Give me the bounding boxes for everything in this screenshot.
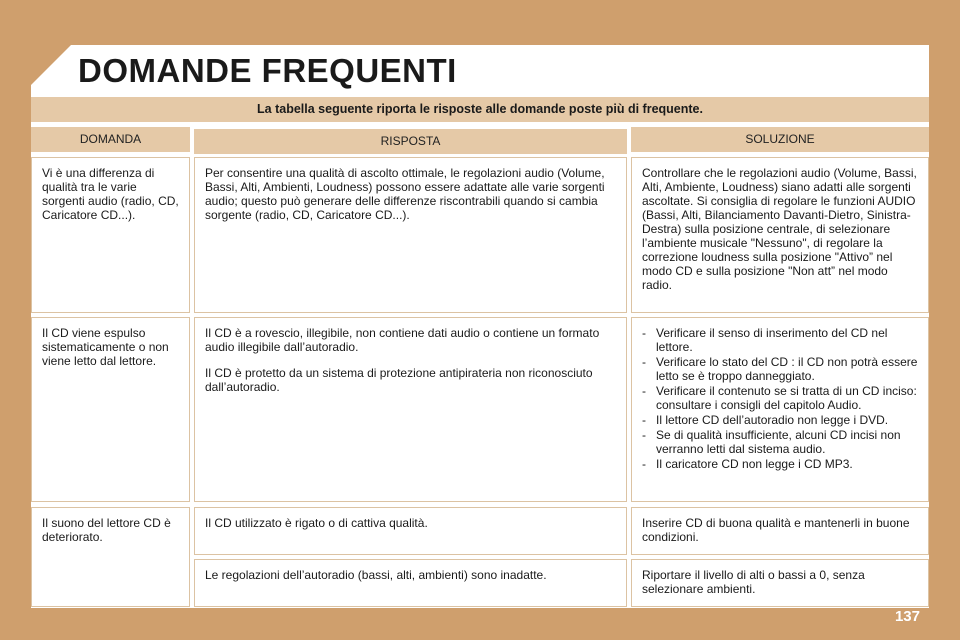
row-1-soluzione [631,157,929,313]
row-3-risposta-text: Il CD utilizzato è rigato o di cattiva qualità. [205,516,428,530]
row-2-risposta [194,317,627,502]
list-item: - Verificare il senso di inserimento del CD nel lettore. [642,326,918,354]
row-1-risposta-text: Per consentire una qualità di ascolto ottimale, le regolazioni audio (Volume, Bassi, Alti, Ambienti, Loudness) possono essere adattate alle varie sorgenti audio; questo può generare delle differenze riscontrabili quando si cambia sorgente (radio, CD, Caricatore CD...). [205,166,605,222]
row-2-soluzione-list [642,326,918,471]
row-1-soluzione-text: Controllare che le regolazioni audio (Volume, Bassi, Alti, Ambiente, Loudness) siano adatti alle sorgenti ascoltate. Si consiglia di regolare le funzioni AUDIO (Bassi, Alti, Bilanciamento Davanti-Dietro, Sinistra-Destra) sulla posizione centrale, di selezionare l’ambiente musicale "Nessuno", di regolare la correzione loudness sulla posizione "Attivo” nel modo CD e sulla posizione "Non att” nel modo radio. [642,166,917,292]
list-item: - Il lettore CD dell’autoradio non legge i DVD. [642,413,918,427]
row-1-domanda-text: Vi è una differenza di qualità tra le varie sorgenti audio (radio, CD, Caricatore CD...). [42,166,179,222]
page-number: 137 [894,608,920,625]
row-3-domanda-text: Il suono del lettore CD è deteriorato. [42,516,171,544]
row-3-domanda [31,507,190,607]
row-4-risposta [194,559,627,607]
page-subtitle: La tabella seguente riporta le risposte alle domande poste più di frequente. [257,102,703,116]
list-item: - Se di qualità insufficiente, alcuni CD incisi non verranno letti dal sistema audio. [642,428,918,456]
row-1-risposta [194,157,627,313]
row-4-soluzione-text: Riportare il livello di alti o bassi a 0, senza selezionare ambienti. [642,568,865,596]
row-4-soluzione [631,559,929,607]
list-item: - Verificare il contenuto se si tratta di un CD inciso: consultare i consigli del capitolo Audio. [642,384,918,412]
page-title: DOMANDE FREQUENTI [78,52,457,89]
row-2-risposta-paragraph-2: Il CD è protetto da un sistema di protezione antipirateria non riconosciuto dall’autoradio. [205,366,593,394]
list-item: - Verificare lo stato del CD : il CD non potrà essere letto se è troppo danneggiato. [642,355,918,383]
subtitle-band [31,97,929,122]
row-1-domanda [31,157,190,313]
row-4-risposta-text: Le regolazioni dell’autoradio (bassi, alti, ambienti) sono inadatte. [205,568,547,582]
column-header-soluzione: SOLUZIONE [631,127,929,152]
row-2-soluzione [631,317,929,502]
row-2-domanda-text: Il CD viene espulso sistematicamente o non viene letto dal lettore. [42,326,169,368]
row-2-risposta-paragraph-1: Il CD è a rovescio, illegibile, non contiene dati audio o contiene un formato audio illegibile dall’autoradio. [205,326,600,354]
row-3-soluzione [631,507,929,555]
column-header-risposta: RISPOSTA [194,129,627,154]
list-item: - Il caricatore CD non legge i CD MP3. [642,457,918,471]
row-3-risposta [194,507,627,555]
row-2-domanda [31,317,190,502]
column-header-domanda: DOMANDA [31,127,190,152]
row-3-soluzione-text: Inserire CD di buona qualità e mantenerli in buone condizioni. [642,516,910,544]
